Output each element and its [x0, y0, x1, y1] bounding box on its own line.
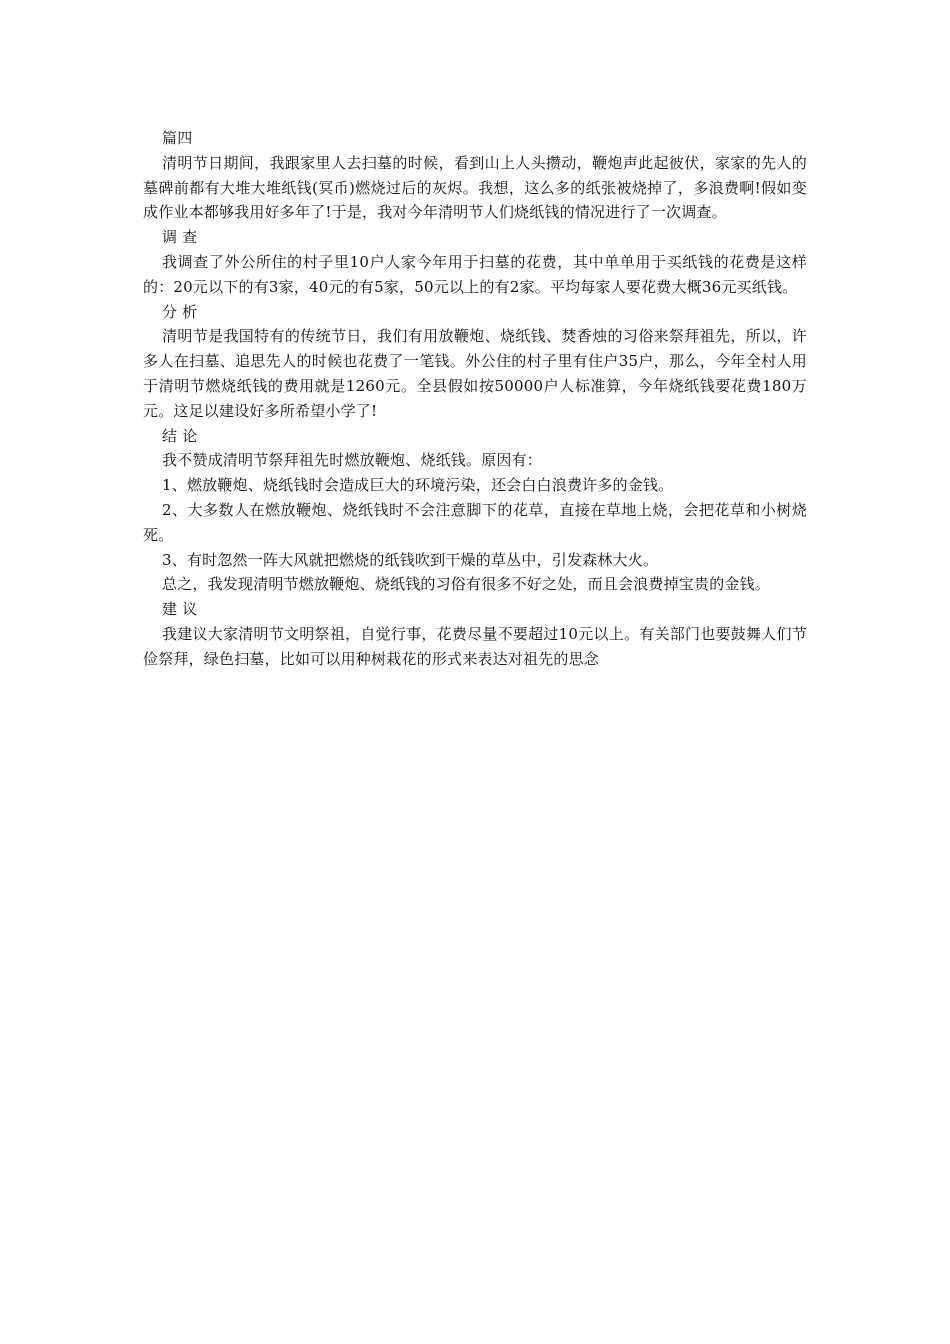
section-heading-conclusion: 结 论 [162, 426, 198, 445]
conclusion-summary-paragraph: 总之，我发现清明节燃放鞭炮、烧纸钱的习俗有很多不好之处，而且会浪费掉宝贵的金钱。 [162, 575, 771, 594]
conclusion-reason-2: 2、大多数人在燃放鞭炮、烧纸钱时不会注意脚下的花草，直接在草地上烧，会把花草和小树烧死。 [143, 500, 807, 544]
section-heading-pian-si: 篇四 [162, 129, 193, 147]
section-heading-analysis: 分 析 [162, 302, 198, 321]
conclusion-reason-3: 3、有时忽然一阵大风就把燃烧的纸钱吹到干燥的草丛中，引发森林大火。 [162, 550, 659, 569]
suggestion-paragraph: 我建议大家清明节文明祭祖，自觉行事，花费尽量不要超过10元以上。有关部门也要鼓舞人们节俭祭拜，绿色扫墓，比如可以用种树栽花的形式来表达对祖先的思念 [143, 624, 807, 668]
section-heading-suggestion: 建 议 [162, 600, 198, 619]
section-heading-survey: 调 查 [162, 228, 198, 247]
conclusion-intro-paragraph: 我不赞成清明节祭拜祖先时燃放鞭炮、烧纸钱。原因有： [162, 451, 543, 470]
intro-paragraph: 清明节日期间，我跟家里人去扫墓的时候，看到山上人头攒动，鞭炮声此起彼伏，家家的先人的墓碑前都有大堆大堆纸钱(冥币)燃烧过后的灰烬。我想，这么多的纸张被烧掉了，多浪费啊!假如变成作业本都够我用好多年了!于是，我对今年清明节人们烧纸钱的情况进行了一次调查。 [143, 153, 807, 222]
conclusion-reason-1: 1、燃放鞭炮、烧纸钱时会造成巨大的环境污染，还会白白浪费许多的金钱。 [162, 476, 674, 495]
analysis-paragraph: 清明节是我国特有的传统节日，我们有用放鞭炮、烧纸钱、焚香烛的习俗来祭拜祖先，所以，许多人在扫墓、追思先人的时候也花费了一笔钱。外公住的村子里有住户35户，那么，今年全村人用于清明节燃烧纸钱的费用就是1260元。全县假如按50000户人标准算，今年烧纸钱要花费180万元。这足以建设好多所希望小学了! [143, 327, 807, 420]
document-body [143, 126, 807, 672]
survey-paragraph: 我调查了外公所住的村子里10户人家今年用于扫墓的花费，其中单单用于买纸钱的花费是这样的：20元以下的有3家，40元的有5家，50元以上的有2家。平均每家人要花费大概36元买纸钱。 [143, 252, 807, 296]
